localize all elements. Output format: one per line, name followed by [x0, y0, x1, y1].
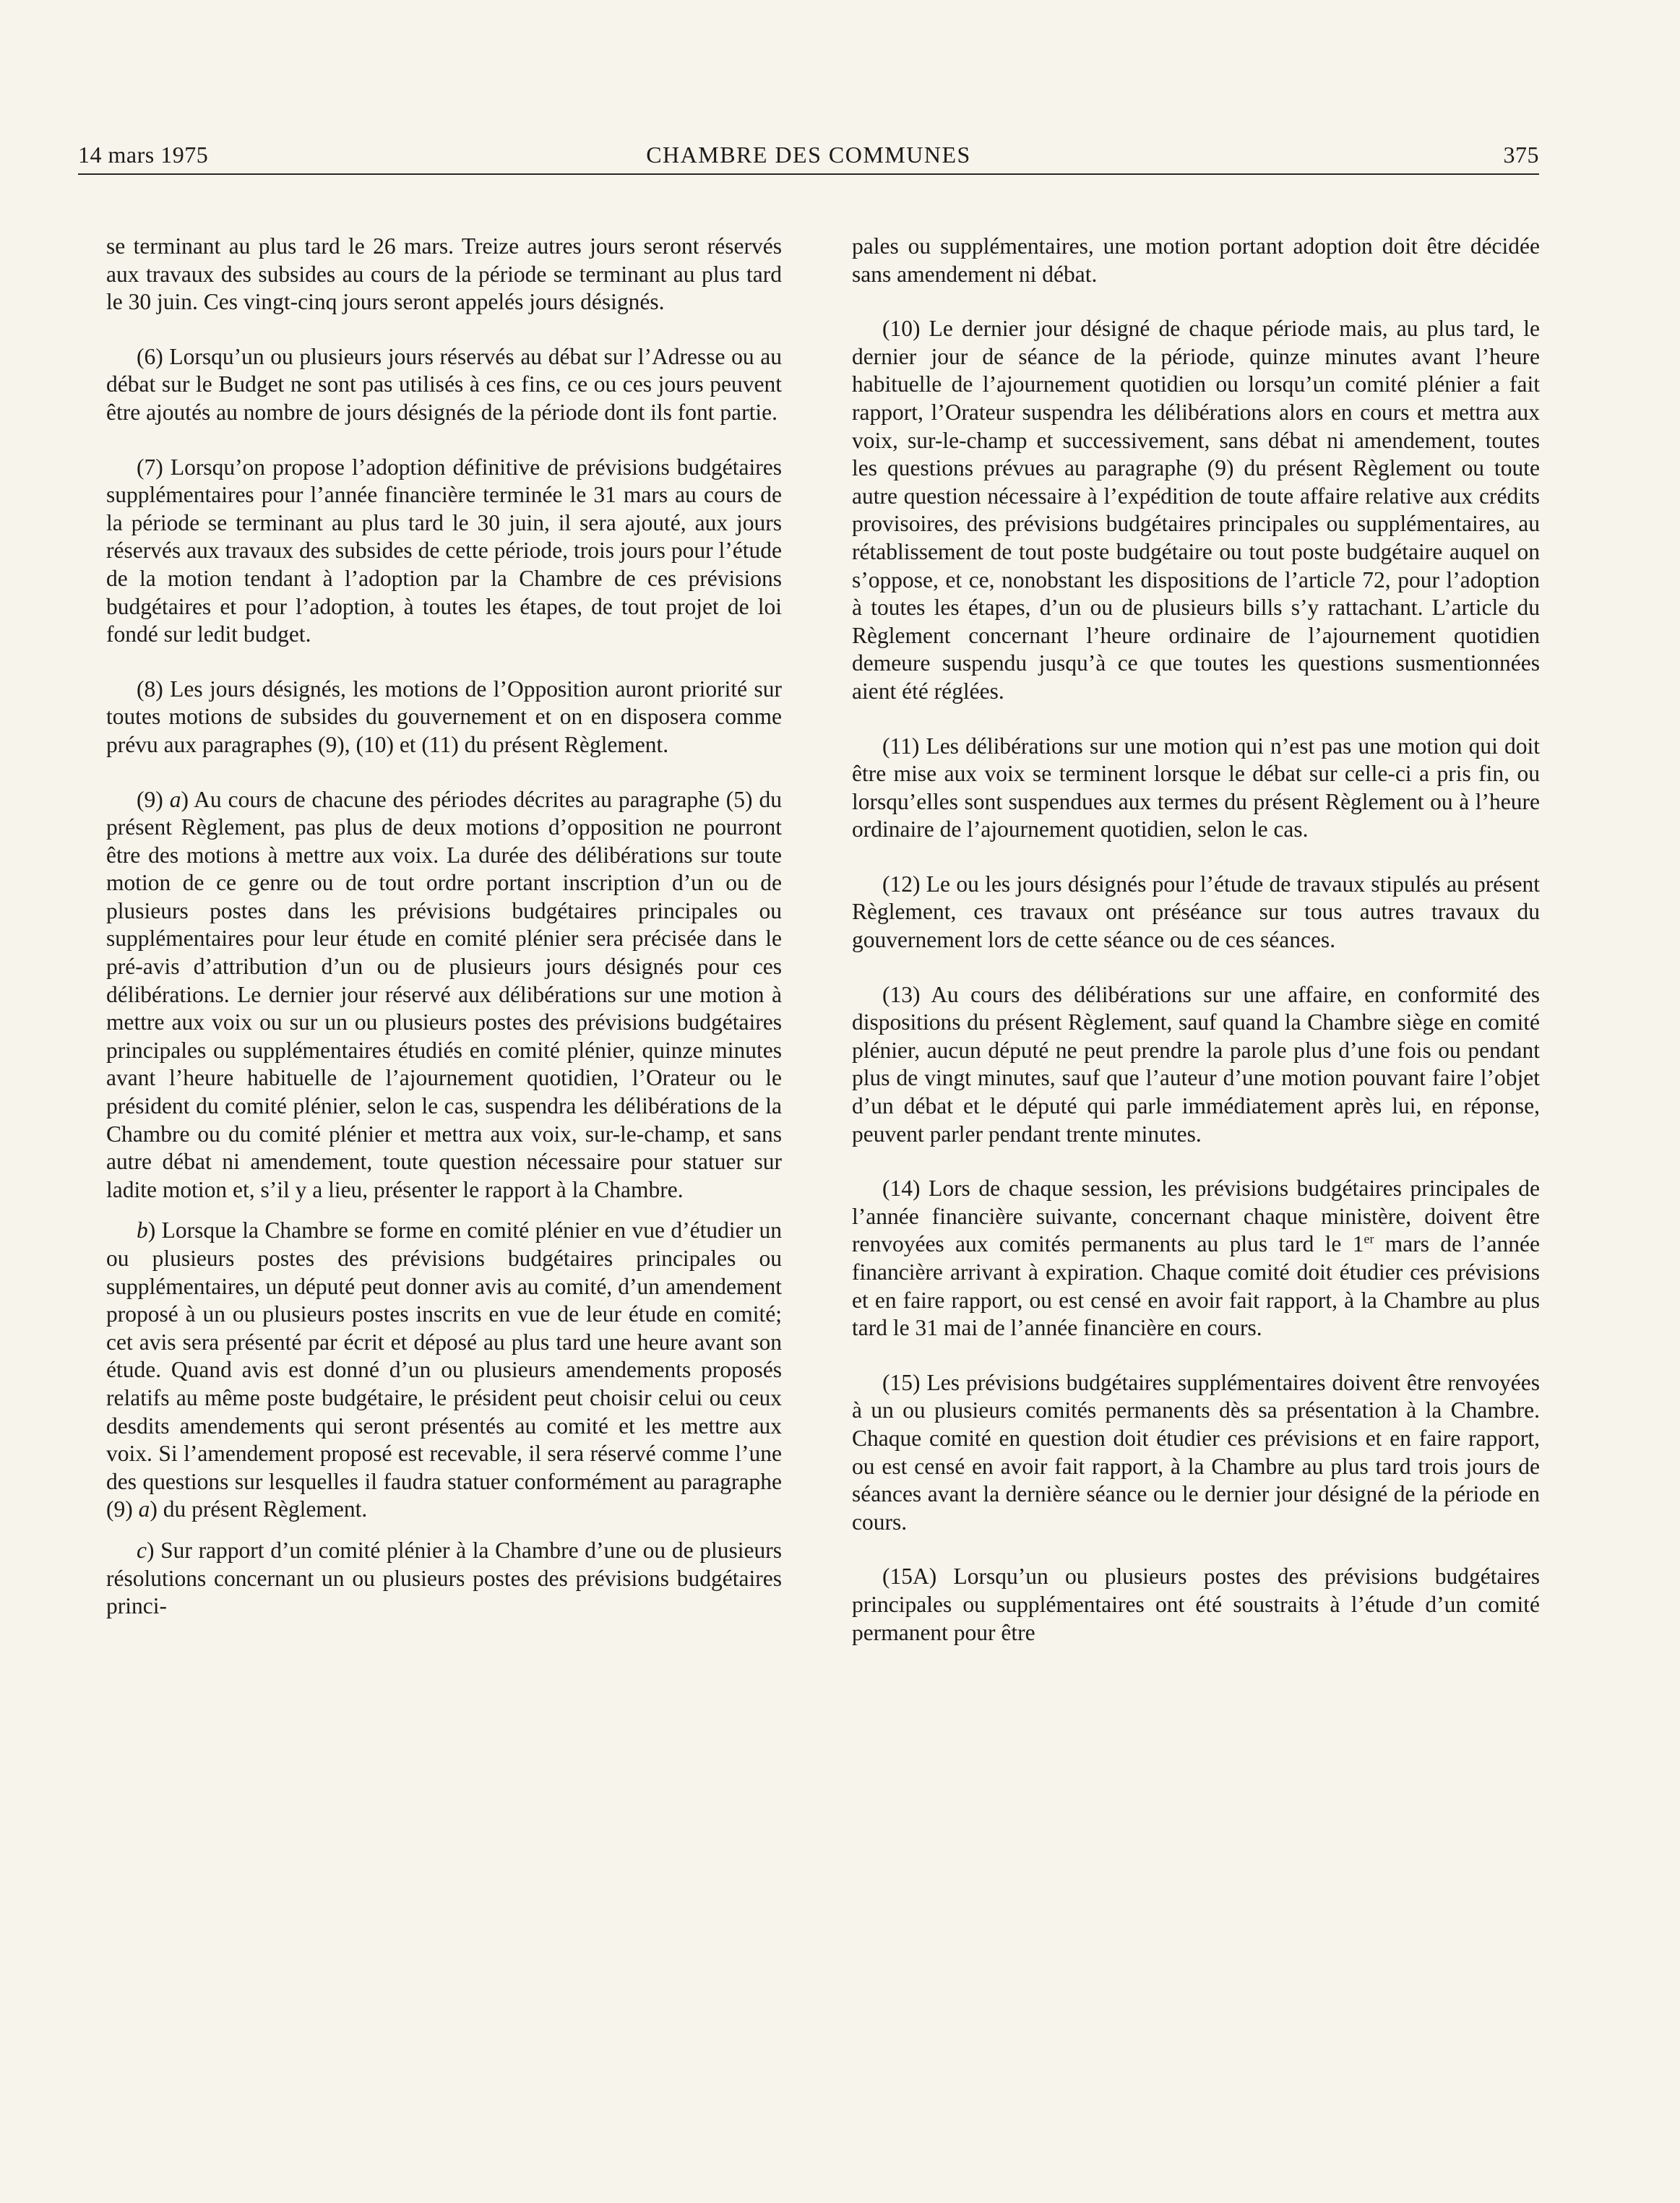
- subparagraph-letter-a: a: [169, 786, 181, 812]
- ordinal-superscript: er: [1364, 1231, 1374, 1246]
- paragraph-10: (10) Le dernier jour désigné de chaque période mais, au plus tard, le dernier jour de séance de la période, quinze minutes avant l’heure habituelle de l’ajournement quotidien ou lorsqu’un comité plénier a fait rapport, l’Orateur suspendra les délibérations alors en cours et mettra aux voix, sur-le-champ et successivement, sans débat ni amendement, toutes les questions prévues au paragraphe (9) du présent Règlement ou toute autre question nécessaire à l’expédition de toute affaire relative aux crédits provisoires, des prévisions budgétaires principales ou supplémentaires, au rétablissement de tout poste budgétaire ou tout poste budgétaire auquel on s’oppose, et ce, nonobstant les dispositions de l’article 72, pour l’adoption à toutes les étapes, d’un ou de plusieurs bills s’y rattachant. L’article du Règlement concernant l’heure ordinaire de l’ajournement quotidien demeure suspendu jusqu’à ce que toutes les questions susmentionnées aient été réglées.: [852, 316, 1540, 704]
- page-number: 375: [1503, 142, 1539, 168]
- paragraph-5-continuation: se terminant au plus tard le 26 mars. Treize autres jours seront réservés aux travaux des subsides au cours de la période se terminant au plus tard le 30 juin. Ces vingt-cinq jours seront appelés jours désignés.: [106, 233, 782, 315]
- page-header: [78, 142, 1539, 175]
- paragraph-9c-continuation: pales ou supplémentaires, une motion portant adoption doit être décidée sans amendement ni débat.: [852, 233, 1540, 287]
- paragraph-13: (13) Au cours des délibérations sur une affaire, en conformité des dispositions du présent Règlement, sauf quand la Chambre siège en comité plénier, aucun député ne peut prendre la parole plus d’une fois ou pendant plus de vingt minutes, sauf que l’auteur d’une motion pouvant faire l’objet d’un débat et le député qui parle immédiatement après lui, en réponse, peuvent parler pendant trente minutes.: [852, 981, 1540, 1147]
- subparagraph-reference-a: a: [138, 1496, 150, 1522]
- subparagraph-letter-c: c: [137, 1537, 147, 1563]
- paragraph-14-text-b: mars de l’année financière arrivant à expiration. Chaque comité doit étudier ces prévisions et en faire rapport, ou est censé en avoir fait rapport, à la Chambre au plus tard le 31 mai de l’année financière en cours.: [852, 1231, 1540, 1341]
- paragraph-11: (11) Les délibérations sur une motion qui n’est pas une motion qui doit être mise aux voix se terminent lorsque le débat sur celle-ci a pris fin, ou lorsqu’elles sont suspendues aux termes du présent Règlement ou à l’heure ordinaire de l’ajournement quotidien, selon le cas.: [852, 733, 1540, 842]
- paragraph-9-prefix: (9): [137, 786, 170, 812]
- paragraph-9b-end: ) du présent Règlement.: [150, 1496, 368, 1522]
- paragraph-14-text-a: (14) Lors de chaque session, les prévisions budgétaires principales de l’année financière suivante, concernant chaque ministère, doivent être renvoyées aux comités permanents au plus tard le 1: [852, 1176, 1540, 1257]
- paragraph-12: (12) Le ou les jours désignés pour l’étude de travaux stipulés au présent Règlement, ces travaux ont préséance sur tous autres travaux du gouvernement lors de cette séance ou de ces séances.: [852, 871, 1540, 953]
- paragraph-14: [852, 1175, 1540, 1342]
- paragraph-9b: [106, 1217, 782, 1524]
- paragraph-9b-text: ) Lorsque la Chambre se forme en comité plénier en vue d’étudier un ou plusieurs postes des prévisions budgétaires principales ou supplémentaires, un député peut donner avis au comité, d’un amendement proposé à un ou plusieurs postes inscrits en vue de leur étude en comité; cet avis sera présenté par écrit et déposé au plus tard une heure avant son étude. Quand avis est donné d’un ou plusieurs amendements proposés relatifs au même poste budgétaire, le président peut choisir celui ou ceux desdits amendements qui seront présentés au comité et les mettre aux voix. Si l’amendement proposé est recevable, il sera réservé comme l’une des questions sur lesquelles il faudra statuer conformément au paragraphe (9): [106, 1217, 782, 1522]
- paragraph-7: (7) Lorsqu’on propose l’adoption définitive de prévisions budgétaires supplémentaires pour l’année financière terminée le 31 mars au cours de la période se terminant au plus tard le 30 juin, il sera ajouté, aux jours réservés aux travaux des subsides de cette période, trois jours pour l’étude de la motion tendant à l’adoption par la Chambre de ces prévisions budgétaires et pour l’adoption, à toutes les étapes, de tout projet de loi fondé sur ledit budget.: [106, 454, 782, 647]
- header-title: CHAMBRE DES COMMUNES: [646, 142, 971, 168]
- paragraph-9c: [106, 1537, 782, 1621]
- paragraph-9a-text: ) Au cours de chacune des périodes décrites au paragraphe (5) du présent Règlement, pas plus de deux motions d’opposition ne pourront être des motions à mettre aux voix. La durée des délibérations sur toute motion de ce genre ou de tout ordre portant inscription d’un ou de plusieurs postes dans les prévisions budgétaires principales ou supplémentaires pour leur étude en comité plénier sera précisée dans le pré-avis d’attribution d’un ou de plusieurs jours désignés pour ces délibérations. Le dernier jour réservé aux délibérations sur une motion à mettre aux voix ou sur un ou plusieurs postes des prévisions budgétaires principales ou supplémentaires étudiés en comité plénier, quinze minutes avant l’heure habituelle de l’ajournement quotidien, l’Orateur ou le président du comité plénier, selon le cas, suspendra les délibérations de la Chambre ou du comité plénier et mettra aux voix, sur-le-champ, et sans autre débat ni amendement, toute question nécessaire pour statuer sur ladite motion et, s’il y a lieu, présenter le rapport à la Chambre.: [106, 786, 782, 1202]
- paragraph-15: (15) Les prévisions budgétaires supplémentaires doivent être renvoyées à un ou plusieurs comités permanents dès sa présentation à la Chambre. Chaque comité en question doit étudier ces prévisions et en faire rapport, ou est censé en avoir fait rapport, à la Chambre au plus tard trois jours de séances avant la dernière séance ou le dernier jour désigné de la période en cours.: [852, 1369, 1540, 1535]
- paragraph-15a: (15A) Lorsqu’un ou plusieurs postes des prévisions budgétaires principales ou supplémentaires ont été soustraits à l’étude d’un comité permanent pour être: [852, 1564, 1540, 1645]
- subparagraph-letter-b: b: [137, 1217, 148, 1243]
- left-column: [106, 233, 782, 1647]
- header-rule: [78, 173, 1539, 175]
- right-column: [852, 233, 1540, 1673]
- paragraph-9c-text: ) Sur rapport d’un comité plénier à la Chambre d’une ou de plusieurs résolutions concernant un ou plusieurs postes des prévisions budgétaires princi-: [106, 1537, 782, 1619]
- paragraph-6: (6) Lorsqu’un ou plusieurs jours réservés au débat sur l’Adresse ou au débat sur le Budget ne sont pas utilisés à ces fins, ce ou ces jours peuvent être ajoutés au nombre de jours désignés de la période dont ils font partie.: [106, 343, 782, 425]
- header-date: 14 mars 1975: [78, 142, 209, 168]
- paragraph-9a: [106, 786, 782, 1204]
- paragraph-8: (8) Les jours désignés, les motions de l’Opposition auront priorité sur toutes motions de subsides du gouvernement et on en disposera comme prévu aux paragraphes (9), (10) et (11) du présent Règlement.: [106, 676, 782, 757]
